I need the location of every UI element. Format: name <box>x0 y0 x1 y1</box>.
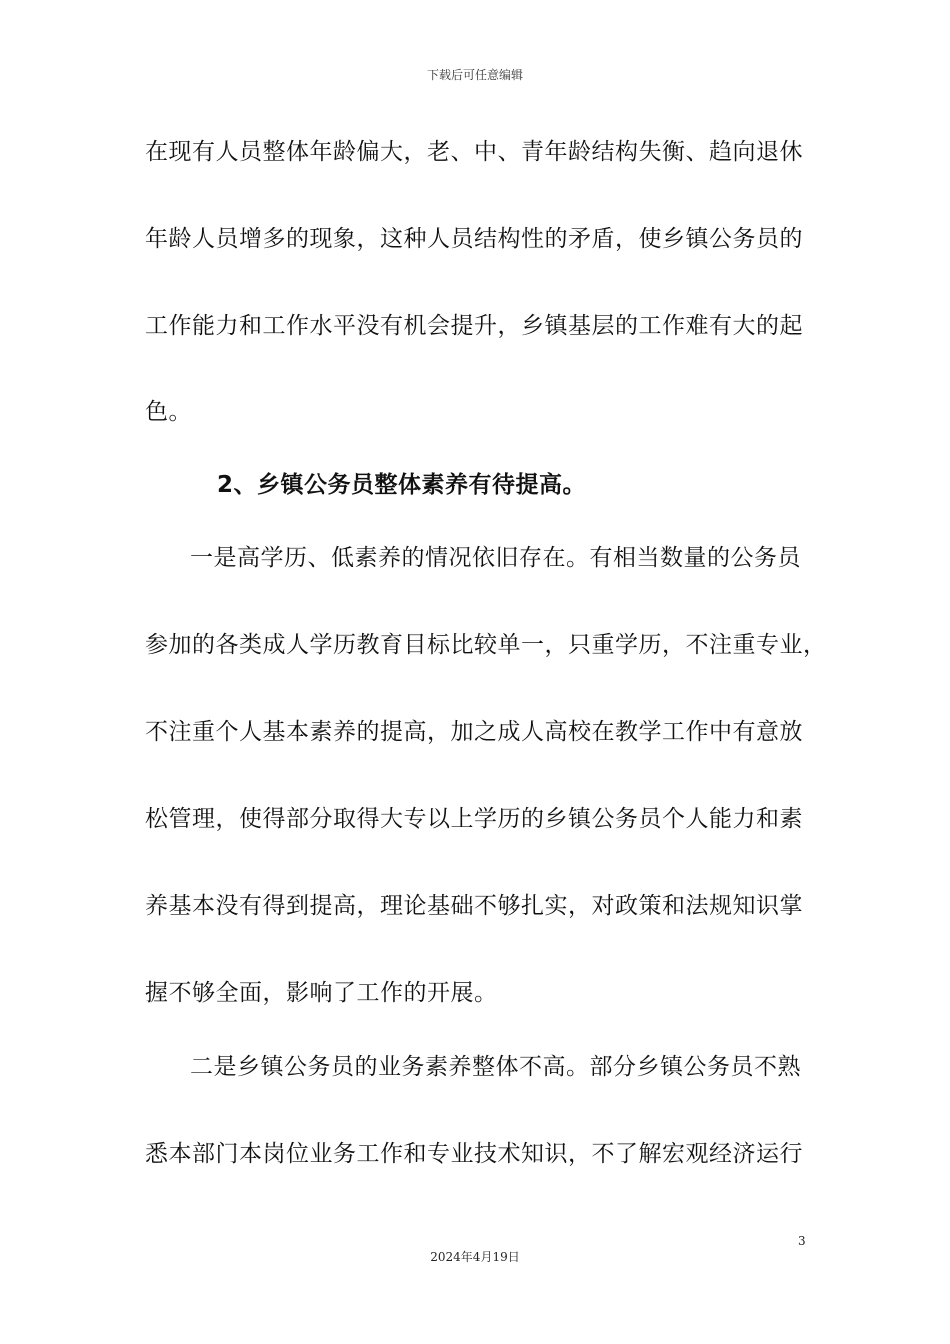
body-line: 工作能力和工作水平没有机会提升，乡镇基层的工作难有大的起 <box>145 313 803 339</box>
body-line: 不注重个人基本素养的提高，加之成人高校在教学工作中有意放 <box>145 719 803 745</box>
body-line: 在现有人员整体年龄偏大，老、中、青年龄结构失衡、趋向退休 <box>145 139 803 165</box>
paragraph-first-line: 一是高学历、低素养的情况依旧存在。有相当数量的公务员 <box>190 545 801 571</box>
body-line: 养基本没有得到提高，理论基础不够扎实，对政策和法规知识掌 <box>145 893 803 919</box>
body-line: 参加的各类成人学历教育目标比较单一，只重学历，不注重专业， <box>145 632 827 658</box>
body-line: 松管理，使得部分取得大专以上学历的乡镇公务员个人能力和素 <box>145 806 803 832</box>
body-line: 悉本部门本岗位业务工作和专业技术知识，不了解宏观经济运行 <box>145 1141 803 1167</box>
page-header: 下载后可任意编辑 <box>426 68 523 82</box>
body-line: 年龄人员增多的现象，这种人员结构性的矛盾，使乡镇公务员的 <box>145 226 803 252</box>
footer-date: 2024年4月19日 <box>430 1250 520 1264</box>
page-number: 3 <box>798 1234 806 1248</box>
paragraph-first-line: 二是乡镇公务员的业务素养整体不高。部分乡镇公务员不熟 <box>190 1054 801 1080</box>
body-line: 握不够全面，影响了工作的开展。 <box>145 980 498 1006</box>
section-heading: 2、乡镇公务员整体素养有待提高。 <box>217 472 587 498</box>
body-line: 色。 <box>145 399 192 425</box>
